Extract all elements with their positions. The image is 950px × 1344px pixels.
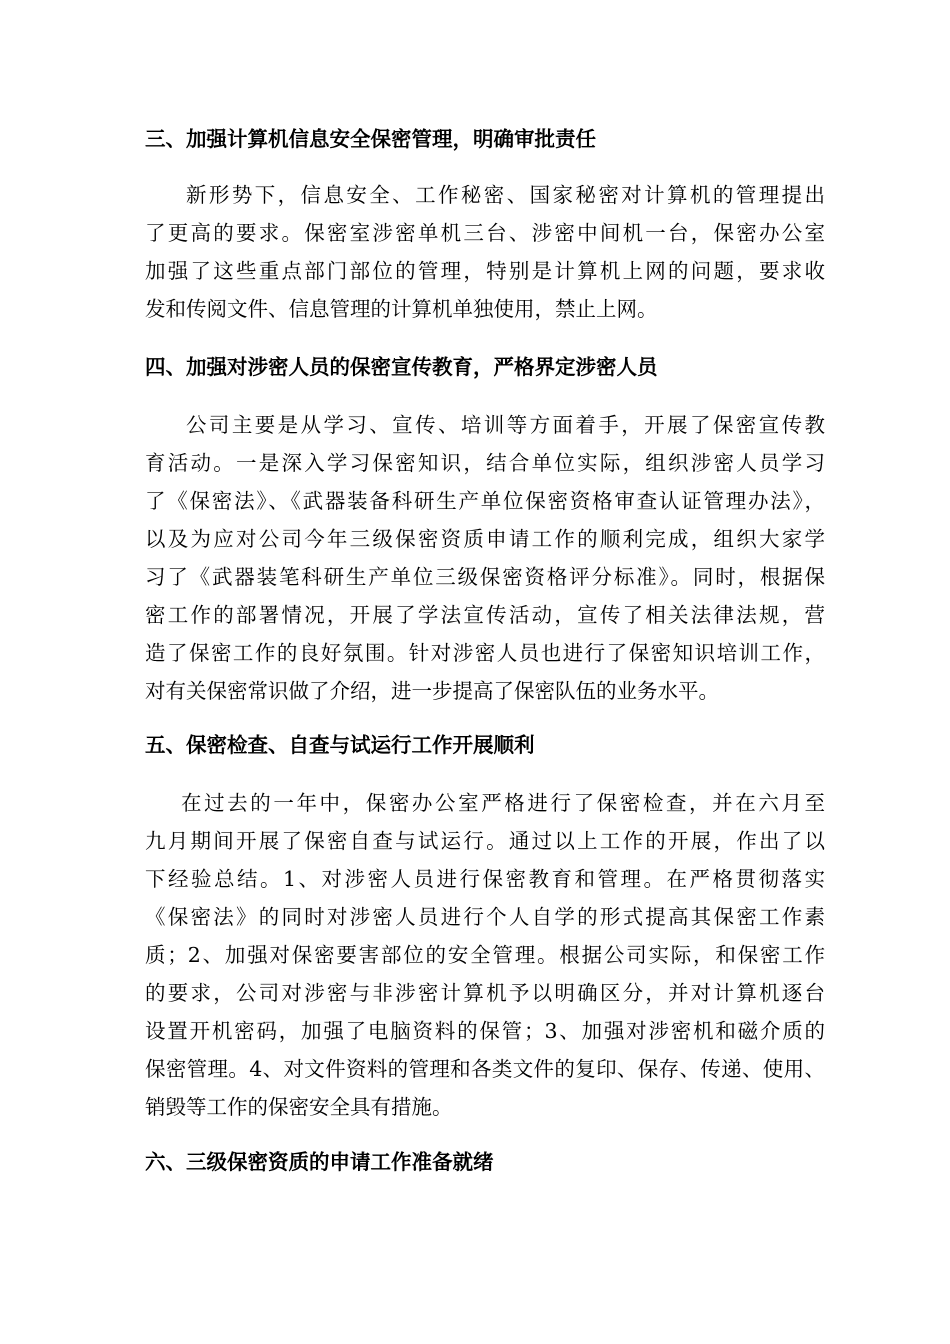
paragraph-line: 下经验总结。1、对涉密人员进行保密教育和管理。在严格贯彻落实 bbox=[145, 867, 825, 891]
paragraph-line: 对有关保密常识做了介绍，进一步提高了保密队伍的业务水平。 bbox=[145, 679, 719, 703]
section-heading-5: 五、保密检查、自查与试运行工作开展顺利 bbox=[145, 733, 535, 757]
paragraph-line: 发和传阅文件、信息管理的计算机单独使用，禁止上网。 bbox=[145, 297, 658, 321]
paragraph-line: 密工作的部署情况，开展了学法宣传活动，宣传了相关法律法规，营 bbox=[145, 603, 825, 627]
paragraph-line: 新形势下，信息安全、工作秘密、国家秘密对计算机的管理提出 bbox=[186, 183, 825, 207]
paragraph-line: 公司主要是从学习、宣传、培训等方面着手，开展了保密宣传教 bbox=[186, 413, 825, 437]
paragraph-line: 在过去的一年中，保密办公室严格进行了保密检查，并在六月至 bbox=[181, 791, 825, 815]
section-paragraph-3 bbox=[145, 176, 825, 328]
paragraph-line: 的要求，公司对涉密与非涉密计算机予以明确区分，并对计算机逐台 bbox=[145, 981, 825, 1005]
paragraph-line: 质；2、加强对保密要害部位的安全管理。根据公司实际，和保密工作 bbox=[145, 943, 825, 967]
paragraph-line: 销毁等工作的保密安全具有措施。 bbox=[145, 1095, 453, 1119]
paragraph-line: 加强了这些重点部门部位的管理，特别是计算机上网的问题，要求收 bbox=[145, 259, 825, 283]
section-heading-4: 四、加强对涉密人员的保密宣传教育，严格界定涉密人员 bbox=[145, 355, 658, 379]
paragraph-line: 保密管理。4、对文件资料的管理和各类文件的复印、保存、传递、使用、 bbox=[145, 1057, 825, 1081]
paragraph-line: 了《保密法》、《武器装备科研生产单位保密资格审查认证管理办法》， bbox=[145, 489, 825, 513]
section-heading-3: 三、加强计算机信息安全保密管理，明确审批责任 bbox=[145, 127, 596, 151]
paragraph-line: 九月期间开展了保密自查与试运行。通过以上工作的开展，作出了以 bbox=[145, 829, 825, 853]
paragraph-line: 习了《武器装笔科研生产单位三级保密资格评分标准》。同时，根据保 bbox=[145, 565, 825, 589]
paragraph-line: 了更高的要求。保密室涉密单机三台、涉密中间机一台，保密办公室 bbox=[145, 221, 825, 245]
section-heading-6: 六、三级保密资质的申请工作准备就绪 bbox=[145, 1150, 494, 1174]
paragraph-line: 以及为应对公司今年三级保密资质申请工作的顺利完成，组织大家学 bbox=[145, 527, 825, 551]
paragraph-line: 育活动。一是深入学习保密知识，结合单位实际，组织涉密人员学习 bbox=[145, 451, 825, 475]
paragraph-line: 《保密法》的同时对涉密人员进行个人自学的形式提高其保密工作素 bbox=[145, 905, 825, 929]
paragraph-line: 造了保密工作的良好氛围。针对涉密人员也进行了保密知识培训工作， bbox=[145, 641, 825, 665]
section-paragraph-4 bbox=[145, 406, 825, 710]
paragraph-line: 设置开机密码，加强了电脑资料的保管；3、加强对涉密机和磁介质的 bbox=[145, 1019, 825, 1043]
section-paragraph-5 bbox=[145, 784, 825, 1126]
